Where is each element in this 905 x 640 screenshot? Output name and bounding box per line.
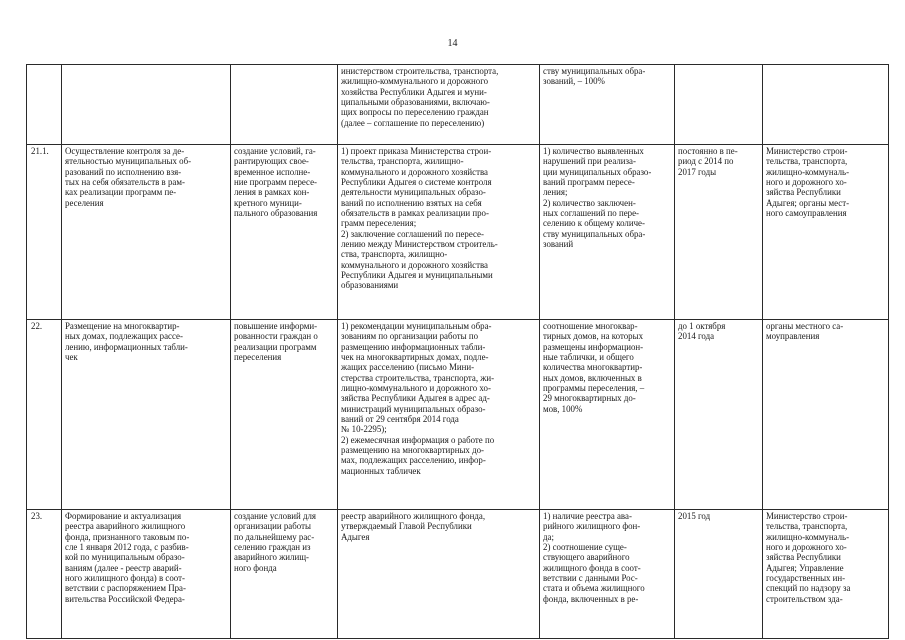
mechanism-text-line: 1) рекомендации муниципальным обра- [341, 321, 492, 331]
purpose-text-line: создание условий для [234, 511, 317, 521]
cell-mechanism [338, 145, 540, 320]
purpose-text-line: повышение информи- [234, 321, 318, 331]
responsible-text-line: спекций по надзору за [766, 583, 851, 594]
cell-responsible [763, 65, 889, 145]
cell-purpose [231, 145, 338, 320]
mechanism-text-line: жилищно-коммунального и дорожного [341, 76, 489, 87]
purpose-text-line: по дальнейшему рас- [234, 531, 315, 542]
purpose-text-line: переселения [234, 352, 282, 363]
responsible-text-line: Министерство строи- [766, 511, 848, 521]
cell-activity [62, 510, 231, 639]
mechanism-text-line: мах, подлежащих расселению, инфор- [341, 455, 486, 466]
mechanism-text-line: тельства, транспорта, жилищно- [341, 156, 464, 167]
mechanism-text-line: зованиям по организации работы по [341, 331, 479, 342]
indicator-text-line: ления; [543, 187, 568, 198]
mechanism-text-line: стерства строительства, транспорта, жи- [341, 372, 495, 383]
purpose-text-line: организации работы [234, 521, 311, 532]
activity-text-line: вительства Российской Федера- [65, 593, 185, 604]
indicator-text-line: соотношение многоквар- [543, 321, 638, 331]
activity-text-line: ветствии с распоряжением Пра- [65, 583, 186, 594]
deadline-text-line: до 1 октября [678, 321, 726, 331]
page-number: 14 [447, 38, 458, 49]
indicator-text-line: ции муниципальных образо- [543, 166, 652, 177]
mechanism-text-line: щих вопросы по переселению граждан [341, 107, 489, 118]
cell-mechanism [338, 320, 540, 510]
purpose-text-line: рованности граждан о [234, 331, 318, 342]
table-row [27, 65, 889, 145]
table-row [27, 510, 889, 639]
mechanism-text-line: 1) проект приказа Министерства строи- [341, 146, 492, 156]
mechanism-text-line: мационных табличек [341, 465, 421, 476]
cell-purpose [231, 320, 338, 510]
indicator-text-line: размещены информацион- [543, 341, 644, 352]
mechanism-text-line: образованиями [341, 280, 399, 291]
indicator-text-line: нарушений при реализа- [543, 156, 636, 167]
responsible-text-line: зяйства Республики [766, 187, 841, 198]
cell-num [27, 65, 62, 145]
indicator-text-line: ваний программ пересе- [543, 177, 635, 188]
purpose-text-line: кретного муници- [234, 197, 302, 208]
indicator-text-line: 29 многоквартирных до- [543, 393, 636, 404]
cell-responsible [763, 145, 889, 320]
indicator-text-line: жилищного фонда в соот- [543, 562, 641, 573]
cell-activity [62, 65, 231, 145]
mechanism-text-line: жащих расселению (письмо Мини- [341, 362, 475, 373]
mechanism-text-line: Республики Адыгея и муниципальными [341, 270, 493, 281]
activity-text-line: кой по муниципальным образо- [65, 552, 185, 563]
indicator-text-line: тирных домов, на которых [543, 331, 644, 342]
mechanism-text-line: ства, транспорта, жилищно- [341, 249, 448, 260]
purpose-text-line: создание условий, га- [234, 146, 316, 156]
indicator-text-line: количества многоквартир- [543, 362, 643, 373]
mechanism-text-line: реестр аварийного жилищного фонда, [341, 511, 486, 521]
responsible-text-line: строительством зда- [766, 593, 843, 604]
purpose-text-line: реализации программ [234, 341, 317, 352]
cell-deadline [675, 510, 763, 639]
cell-purpose [231, 510, 338, 639]
mechanism-text-line: деятельности муниципальных образо- [341, 187, 486, 198]
table-row [27, 320, 889, 510]
cell-indicator [540, 65, 675, 145]
responsible-text-line: тельства, транспорта, [766, 521, 848, 532]
cell-num [27, 145, 62, 320]
purpose-text-line: временное исполне- [234, 166, 311, 177]
cell-indicator [540, 320, 675, 510]
cell-purpose [231, 65, 338, 145]
responsible-text-line: зяйства Республики [766, 552, 841, 563]
mechanism-text-line: инистерством строительства, транспорта, [341, 66, 499, 76]
mechanism-text-line: (далее – соглашение по переселению) [341, 117, 485, 128]
indicator-text-line: ветствии с данными Рос- [543, 573, 638, 584]
mechanism-text-line: Адыгея [341, 531, 370, 542]
activity-text-line: Осуществление контроля за де- [65, 146, 185, 156]
table-row [27, 145, 889, 320]
activity-text-line: чек [65, 352, 78, 363]
cell-indicator [540, 510, 675, 639]
cell-num [27, 510, 62, 639]
responsible-text-line: Адыгея; Управление [766, 562, 844, 573]
cell-indicator [540, 145, 675, 320]
mechanism-text-line: зяйства Республики Адыгея в адрес ад- [341, 393, 490, 404]
deadline-text-line: 2017 годы [678, 166, 717, 177]
responsible-text-line: ного и дорожного хо- [766, 542, 847, 553]
mechanism-text-line: размещению на многоквартирных до- [341, 445, 484, 456]
mechanism-text-line: коммунального и дорожного хозяйства [341, 259, 488, 270]
purpose-text-line: ления в рамках кон- [234, 187, 310, 198]
activity-text-line: ках реализации программ пе- [65, 187, 177, 198]
mechanism-text-line: 2) заключение соглашений по пересе- [341, 228, 484, 239]
cell-deadline [675, 145, 763, 320]
responsible-text-line: тельства, транспорта, [766, 156, 848, 167]
mechanism-text-line: грамм переселения; [341, 218, 417, 229]
mechanism-text-line: лищно-коммунального и дорожного хо- [341, 383, 491, 394]
activity-text-line: лению, информационных табли- [65, 341, 188, 352]
deadline-text-line: 2014 года [678, 331, 715, 342]
mechanism-text-line: обязательств в рамках реализации про- [341, 208, 489, 219]
indicator-text-line: стата и объема жилищного [543, 583, 645, 594]
purpose-text-line: аварийного жилищ- [234, 552, 309, 563]
activity-text-line: ятельностью муниципальных об- [65, 156, 192, 167]
cell-responsible [763, 510, 889, 639]
mechanism-text-line: Республики Адыгея о системе контроля [341, 177, 492, 188]
cell-deadline [675, 65, 763, 145]
indicator-text-line: зований, – 100% [543, 76, 605, 87]
table-body [27, 65, 889, 639]
mechanism-text-line: 2) ежемесячная информация о работе по [341, 434, 495, 445]
row-number: 21.1. [31, 146, 49, 156]
mechanism-text-line: размещению информационных табли- [341, 341, 486, 352]
responsible-text-line: государственных ин- [766, 573, 846, 584]
responsible-text-line: Адыгея; органы мест- [766, 197, 850, 208]
indicator-text-line: ству муниципальных обра- [543, 228, 646, 239]
activity-text-line: фонда, признанного таковым по- [65, 531, 190, 542]
indicator-text-line: селению к общему количе- [543, 218, 645, 229]
deadline-text-line: 2015 год [678, 511, 711, 521]
activity-text-line: тых на себя обязательств в рам- [65, 177, 185, 188]
indicator-text-line: рийного жилищного фон- [543, 521, 641, 532]
indicator-text-line: ные таблички, и общего [543, 352, 634, 363]
activity-text-line: разований по исполнению взя- [65, 166, 182, 177]
mechanism-text-line: утверждаемый Главой Республики [341, 521, 472, 532]
mechanism-text-line: № 10-2295); [341, 424, 387, 435]
mechanism-text-line: ципальными образованиями, включаю- [341, 97, 490, 108]
cell-responsible [763, 320, 889, 510]
indicator-text-line: да; [543, 531, 554, 542]
mechanism-text-line: коммунального и дорожного хозяйства [341, 166, 488, 177]
activity-text-line: ного жилищного фонда) в соот- [65, 573, 185, 584]
indicator-text-line: фонда, включенных в ре- [543, 593, 639, 604]
purpose-text-line: селению граждан из [234, 542, 311, 553]
cell-mechanism [338, 510, 540, 639]
responsible-text-line: моуправления [766, 331, 820, 342]
responsible-text-line: ного и дорожного хо- [766, 177, 847, 188]
cell-mechanism [338, 65, 540, 145]
activity-text-line: сле 1 января 2012 года, с разбив- [65, 542, 189, 553]
cell-activity [62, 320, 231, 510]
indicator-text-line: зований [543, 239, 574, 250]
mechanism-text-line: лению между Министерством строитель- [341, 239, 498, 250]
mechanism-text-line: хозяйства Республики Адыгея и муни- [341, 86, 487, 97]
responsible-text-line: жилищно-коммуналь- [766, 531, 850, 542]
measures-table [26, 64, 889, 639]
responsible-text-line: жилищно-коммуналь- [766, 166, 850, 177]
deadline-text-line: постоянно в пе- [678, 146, 738, 156]
indicator-text-line: ствующего аварийного [543, 552, 630, 563]
mechanism-text-line: министраций муниципальных образо- [341, 403, 486, 414]
indicator-text-line: 2) соотношение суще- [543, 542, 627, 553]
purpose-text-line: пального образования [234, 208, 318, 219]
activity-text-line: ных домах, подлежащих рассе- [65, 331, 183, 342]
indicator-text-line: 2) количество заключен- [543, 197, 636, 208]
purpose-text-line: рантирующих свое- [234, 156, 309, 167]
row-number: 22. [31, 321, 43, 331]
activity-text-line: ваниям (далее - реестр аварий- [65, 562, 182, 573]
purpose-text-line: ного фонда [234, 562, 277, 573]
mechanism-text-line: ваний от 29 сентября 2014 года [341, 414, 459, 425]
indicator-text-line: 1) количество выявленных [543, 146, 644, 156]
indicator-text-line: 1) наличие реестра ава- [543, 511, 632, 521]
responsible-text-line: Министерство строи- [766, 146, 848, 156]
row-number: 23. [31, 511, 43, 521]
mechanism-text-line: ваний по исполнению взятых на себя [341, 197, 482, 208]
indicator-text-line: программы переселения, – [543, 383, 645, 394]
purpose-text-line: ние программ пересе- [234, 177, 317, 188]
responsible-text-line: органы местного са- [766, 321, 844, 331]
activity-text-line: Формирование и актуализация [65, 511, 182, 521]
indicator-text-line: ных домов, включенных в [543, 372, 642, 383]
activity-text-line: реселения [65, 197, 104, 208]
responsible-text-line: ного самоуправления [766, 208, 847, 219]
activity-text-line: Размещение на многоквартир- [65, 321, 180, 331]
cell-activity [62, 145, 231, 320]
indicator-text-line: мов, 100% [543, 403, 583, 414]
activity-text-line: реестра аварийного жилищного [65, 521, 186, 532]
indicator-text-line: ных соглашений по пере- [543, 208, 639, 219]
cell-deadline [675, 320, 763, 510]
cell-num [27, 320, 62, 510]
indicator-text-line: ству муниципальных обра- [543, 66, 646, 76]
mechanism-text-line: чек на многоквартирных домах, подле- [341, 352, 489, 363]
deadline-text-line: риод с 2014 по [678, 156, 734, 167]
